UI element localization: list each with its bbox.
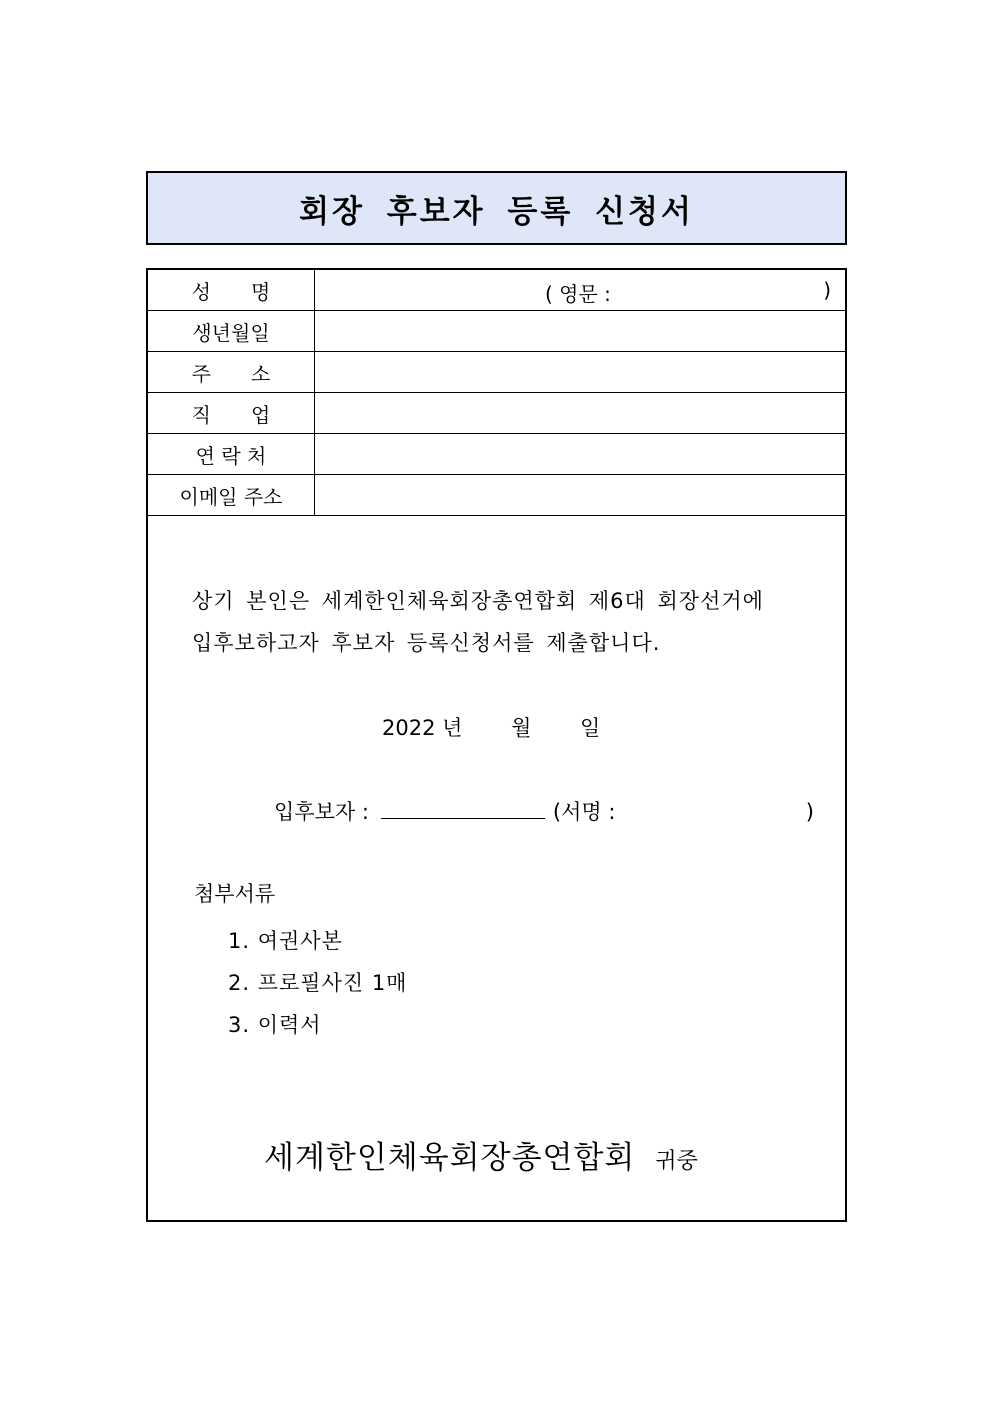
contact-label: 연 락 처: [148, 434, 315, 475]
name-label: 성 명: [148, 270, 315, 311]
english-name-close: ): [823, 278, 831, 302]
organization-name: 세계한인체육회장총연합회: [264, 1140, 636, 1176]
application-form: [146, 268, 847, 1222]
signature-label: (서명 :: [552, 800, 616, 824]
candidate-name-blank[interactable]: [381, 798, 545, 819]
statement-line: 입후보하고자 후보자 등록신청서를 제출합니다.: [192, 631, 661, 655]
attachments-title: 첨부서류: [194, 882, 276, 906]
address-field[interactable]: [315, 352, 846, 393]
title-box: [146, 171, 847, 245]
occupation-field[interactable]: [315, 393, 846, 434]
table-row: [148, 311, 845, 352]
list-item: 3. 이력서: [228, 1013, 322, 1037]
date-line: 2022 년 월 일: [382, 716, 601, 740]
address-label: 주 소: [148, 352, 315, 393]
table-row: [148, 434, 845, 475]
table-row: [148, 475, 845, 516]
occupation-label: 직 업: [148, 393, 315, 434]
email-label: 이메일 주소: [148, 475, 315, 516]
signature-close: ): [805, 800, 814, 824]
addressee: [264, 1132, 698, 1177]
email-field[interactable]: [315, 475, 846, 516]
table-row: [148, 270, 845, 311]
applicant-info-table: [148, 270, 845, 516]
english-name-label: ( 영문 :: [545, 282, 611, 306]
candidate-signature-line: [274, 796, 814, 826]
contact-field[interactable]: [315, 434, 846, 475]
birthdate-label: 생년월일: [148, 311, 315, 352]
form-title: 회장 후보자 등록 신청서: [299, 193, 694, 230]
birthdate-field[interactable]: [315, 311, 846, 352]
honorific: 귀중: [655, 1149, 698, 1174]
attachments-list: [228, 920, 407, 1046]
table-row: [148, 393, 845, 434]
name-field[interactable]: [315, 270, 846, 311]
table-row: [148, 352, 845, 393]
list-item: 2. 프로필사진 1매: [228, 971, 408, 995]
statement-line: 상기 본인은 세계한인체육회장총연합회 제6대 회장선거에: [192, 589, 764, 613]
list-item: 1. 여권사본: [228, 929, 343, 953]
declaration-statement: [192, 580, 842, 664]
candidate-label: 입후보자 :: [274, 800, 369, 824]
